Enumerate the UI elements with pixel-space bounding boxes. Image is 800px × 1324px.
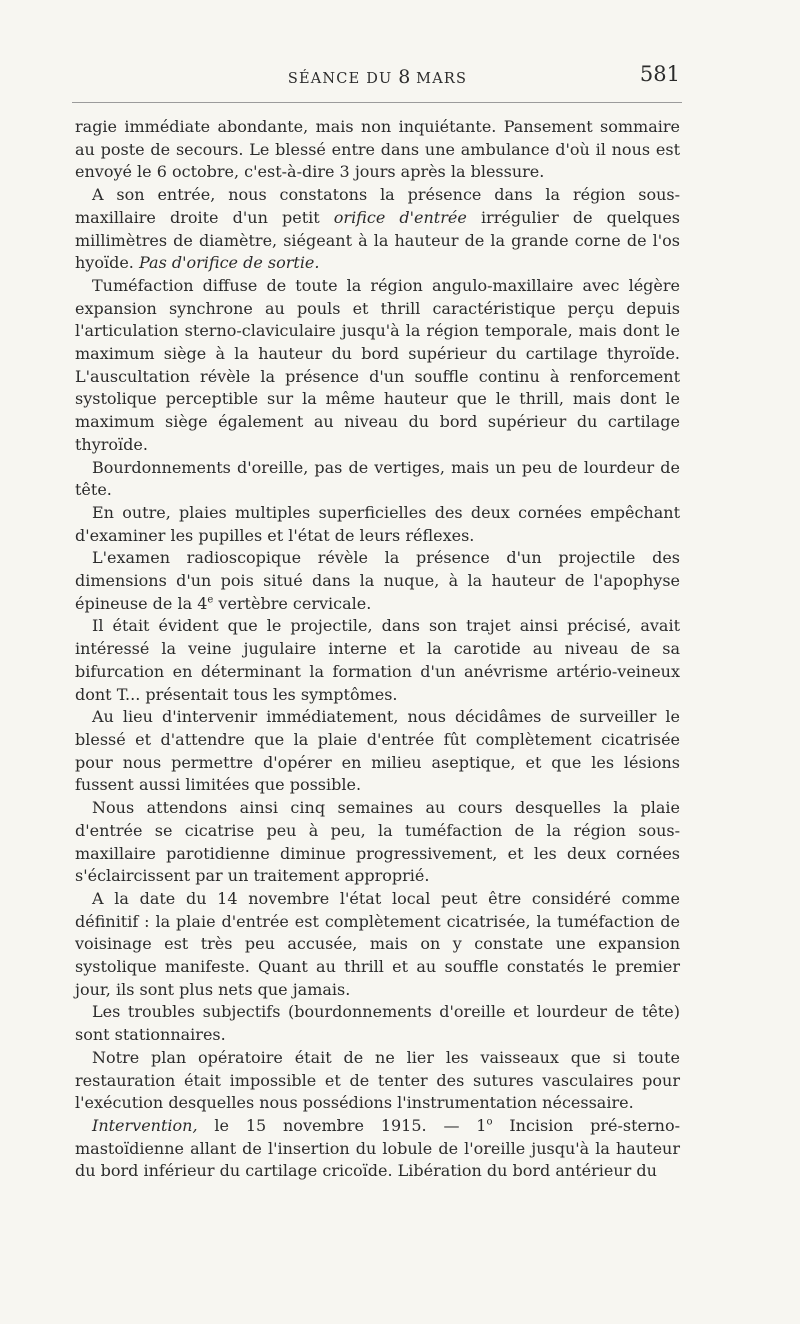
paragraph-6 <box>75 547 680 615</box>
paragraph-2-italic-1: orifice d'entrée <box>333 207 467 227</box>
running-header <box>75 62 680 88</box>
header-title-day: 8 <box>398 66 411 88</box>
paragraph-4: Bourdonnements d'oreille, pas de vertiges, mais un peu de lourdeur de tête. <box>75 457 680 500</box>
paragraph-9: Nous attendons ainsi cinq semaines au cours desquelles la plaie d'entrée se cicatrise peu à peu, la tuméfaction de la région sous-maxillaire parotidienne diminue progressivement, et les deux cornées s'éclaircissent par un traitement approprié. <box>75 798 680 886</box>
paragraph-6-text-a: L'examen radioscopique révèle la présence d'un projectile des dimensions d'un pois situé dans la nuque, à la hauteur de l'apophyse épineuse de la 4 <box>75 548 680 613</box>
paragraph-13-text-b: Incision pré-sterno-mastoïdienne allant de l'insertion du lobule de l'oreille jusqu'à la hauteur du bord inférieur du cartilage cricoïde. Libération du bord antérieur du <box>75 1115 680 1181</box>
paragraph-8: Au lieu d'intervenir immédiatement, nous décidâmes de surveiller le blessé et d'attendre que la plaie d'entrée fût complètement cicatrisée pour nous permettre d'opérer en milieu aseptique, et que les lésions fussent aussi limitées que possible. <box>75 707 680 795</box>
header-rule <box>72 102 682 103</box>
page-number: 581 <box>639 62 680 86</box>
header-title-prefix: SÉANCE DU <box>287 71 393 87</box>
paragraph-3: Tuméfaction diffuse de toute la région angulo-maxillaire avec légère expansion synchrone au pouls et thrill caractéristique perçu depuis l'articulation sterno-claviculaire jusqu'à la région temporale, mais dont le maximum siège à la hauteur du bord supérieur du cartilage thyroïde. L'auscultation révèle la présence d'un souffle continu à renforcement systolique perceptible sur la même hauteur que le thrill, mais dont le maximum siège également au niveau du bord supérieur du cartilage thyroïde. <box>75 275 680 454</box>
body-text <box>75 116 680 1183</box>
paragraph-6-superscript: e <box>207 594 214 606</box>
paragraph-13-superscript: o <box>486 1116 493 1128</box>
paragraph-2-text-a: A son entrée, nous constatons la présence dans la région sous-maxillaire droite d'un petit <box>75 185 680 227</box>
paragraph-10: A la date du 14 novembre l'état local peut être considéré comme définitif : la plaie d'entrée est complètement cicatrisée, la tuméfaction de voisinage est très peu accusée, mais on y constate une expansion systolique manifeste. Quant au thrill et au souffle constatés le premier jour, ils sont plus nets que jamais. <box>75 888 680 999</box>
header-title <box>75 66 680 88</box>
header-title-month: MARS <box>416 71 468 87</box>
paragraph-2-italic-2: Pas d'orifice de sortie. <box>138 253 320 273</box>
paragraph-13 <box>75 1115 680 1183</box>
paragraph-13-text-a: le 15 novembre 1915. — 1 <box>197 1115 487 1135</box>
paragraph-5: En outre, plaies multiples superficielles des deux cornées empêchant d'examiner les pupilles et l'état de leurs réflexes. <box>75 502 680 545</box>
paragraph-11: Les troubles subjectifs (bourdonnements d'oreille et lourdeur de tête) sont stationnaires. <box>75 1002 680 1045</box>
paragraph-12: Notre plan opératoire était de ne lier les vaisseaux que si toute restauration était impossible et de tenter des sutures vasculaires pour l'exécution desquelles nous possédions l'instrumentation nécessaire. <box>75 1047 680 1113</box>
paragraph-6-text-b: vertèbre cervicale. <box>213 593 372 613</box>
paragraph-2-text-b: irrégulier de quelques millimètres de diamètre, siégeant à la hauteur de la grande corne de l'os hyoïde. <box>75 207 681 273</box>
paragraph-2 <box>75 184 680 275</box>
paragraph-13-italic: Intervention, <box>92 1115 198 1135</box>
paragraph-7: Il était évident que le projectile, dans son trajet ainsi précisé, avait intéressé la veine jugulaire interne et la carotide au niveau de sa bifurcation en déterminant la formation d'un anévrisme artério-veineux dont T... présentait tous les symptômes. <box>75 616 680 704</box>
paragraph-1: ragie immédiate abondante, mais non inquiétante. Pansement sommaire au poste de secours. Le blessé entre dans une ambulance d'où il nous est envoyé le 6 octobre, c'est-à-dire 3 jours après la blessure. <box>75 117 680 182</box>
